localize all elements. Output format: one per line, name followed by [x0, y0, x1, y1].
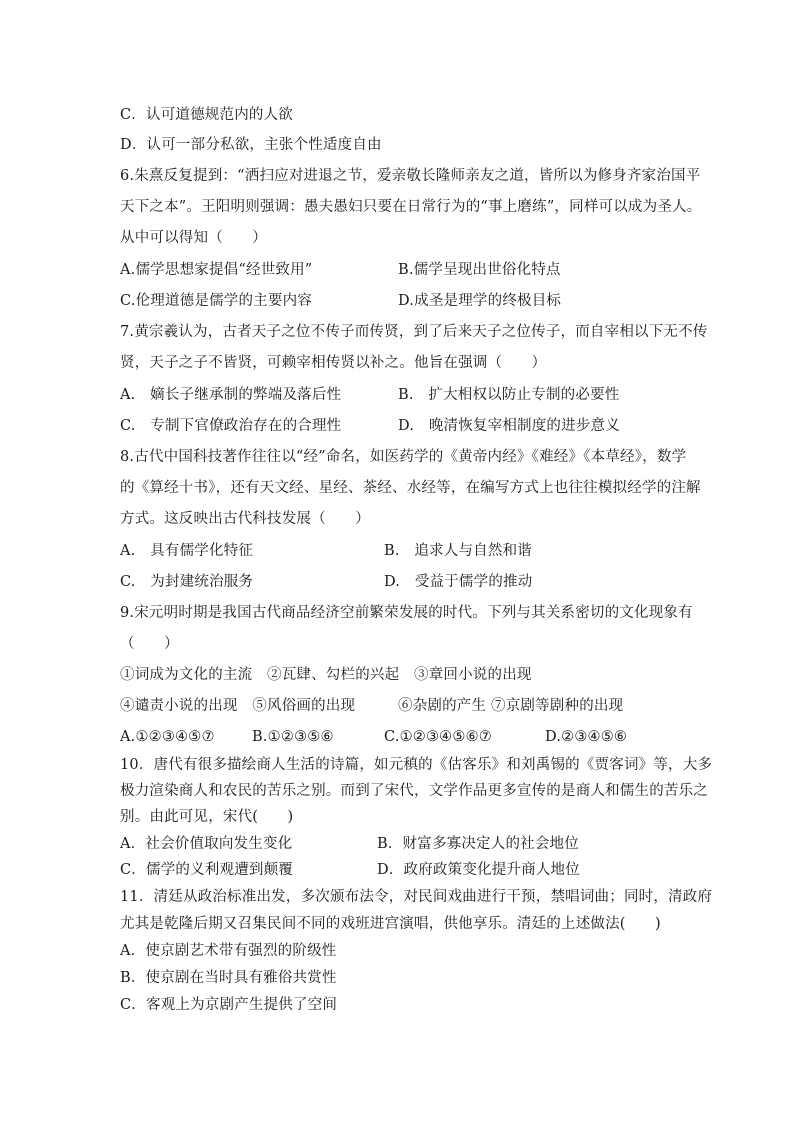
q10-stem-line-1: 10．唐代有很多描绘商人生活的诗篇，如元稹的《估客乐》和刘禹锡的《贾客词》等，大多: [120, 757, 713, 773]
q8-stem-line-1: 8.古代中国科技著作往往以“经”命名，如医药学的《黄帝内经》《难经》《本草经》，数学: [120, 449, 687, 465]
q7-option-a: A. 嫡长子继承制的弊端及落后性: [120, 387, 342, 403]
q7-option-b: B. 扩大相权以防止专制的必要性: [398, 387, 620, 403]
q8-option-d: D. 受益于儒学的推动: [384, 574, 533, 590]
q8-option-c: C. 为封建统治服务: [120, 574, 254, 590]
q11-option-b: B．使京剧在当时具有雅俗共赏性: [120, 970, 337, 986]
q7-stem-line-1: 7.黄宗羲认为，古者天子之位不传子而传贤，到了后来天子之位传子，而自宰相以下无不传: [120, 324, 708, 340]
q10-option-a: A．社会价值取向发生变化: [120, 836, 293, 852]
q10-stem-line-3: 别。由此可见，宋代( ): [120, 809, 294, 825]
q10-option-b: B．财富多寡决定人的社会地位: [377, 836, 579, 852]
q9-option-a: A.①②③④⑤⑦: [120, 729, 215, 745]
q8-stem-line-3: 方式。这反映出古代科技发展（ ）: [120, 511, 370, 527]
q6-option-d: D.成圣是理学的终极目标: [398, 293, 562, 309]
q11-option-c: C．客观上为京剧产生提供了空间: [120, 997, 338, 1013]
q9-stem-line-2: （ ）: [120, 636, 179, 652]
q7-stem-line-2: 贤，天子之子不皆贤，可赖宰相传贤以补之。他旨在强调（ ）: [120, 355, 547, 371]
q9-option-d: D.②③④⑤⑥: [545, 729, 628, 745]
q10-option-c: C．儒学的义利观遭到颠覆: [120, 862, 293, 878]
q11-stem-line-1: 11．清廷从政治标准出发，多次颁布法令，对民间戏曲进行干预，禁唱词曲；同时，清政府: [120, 889, 713, 905]
q8-option-a: A. 具有儒学化特征: [120, 543, 254, 559]
q11-option-a: A．使京剧艺术带有强烈的阶级性: [120, 943, 337, 959]
q11-stem-line-2: 尤其是乾隆后期又召集民间不同的戏班进宫演唱，供他享乐。清廷的上述做法( ): [120, 916, 661, 932]
q8-option-b: B. 追求人与自然和谐: [384, 543, 532, 559]
q9-option-c: C.①②③④⑤⑥⑦: [384, 729, 492, 745]
q7-option-c: C. 专制下官僚政治存在的合理性: [120, 418, 342, 434]
q8-stem-line-2: 的《算经十书》，还有天文经、星经、茶经、水经等，在编写方式上也往往模拟经学的注解: [120, 480, 701, 496]
q6-stem-line-1: 6.朱熹反复提到：“洒扫应对进退之节，爱亲敬长隆师亲友之道，皆所以为修身齐家治国平: [120, 168, 701, 184]
q10-stem-line-2: 极力渲染商人和农民的苦乐之别。而到了宋代，文学作品更多宣传的是商人和儒生的苦乐之: [120, 783, 708, 799]
q5-option-d: D．认可一部分私欲，主张个性适度自由: [120, 137, 382, 153]
q6-option-a: A.儒学思想家提倡“经世致用”: [120, 262, 313, 278]
q7-option-d: D. 晚清恢复宰相制度的进步意义: [398, 418, 620, 434]
q9-option-b: B.①②③⑤⑥: [252, 729, 334, 745]
q10-option-d: D．政府政策变化提升商人地位: [377, 862, 580, 878]
q9-items-line-1: ①词成为文化的主流 ②瓦肆、勾栏的兴起 ③章回小说的出现: [120, 667, 532, 683]
q6-stem-line-2: 天下之本”。王阳明则强调：愚夫愚妇只要在日常行为的“事上磨练”，同样可以成为圣人。: [120, 199, 702, 215]
q6-option-c: C.伦理道德是儒学的主要内容: [120, 293, 312, 309]
q6-stem-line-3: 从中可以得知（ ）: [120, 230, 267, 246]
q6-option-b: B.儒学呈现出世俗化特点: [398, 262, 561, 278]
q9-stem-line-1: 9.宋元明时期是我国古代商品经济空前繁荣发展的时代。下列与其关系密切的文化现象有: [120, 605, 693, 621]
q9-items-line-2a: ④谴责小说的出现 ⑤风俗画的出现: [120, 698, 356, 714]
q9-items-line-2b: ⑥杂剧的产生 ⑦京剧等剧种的出现: [398, 698, 624, 714]
q5-option-c: C．认可道德规范内的人欲: [120, 107, 293, 123]
